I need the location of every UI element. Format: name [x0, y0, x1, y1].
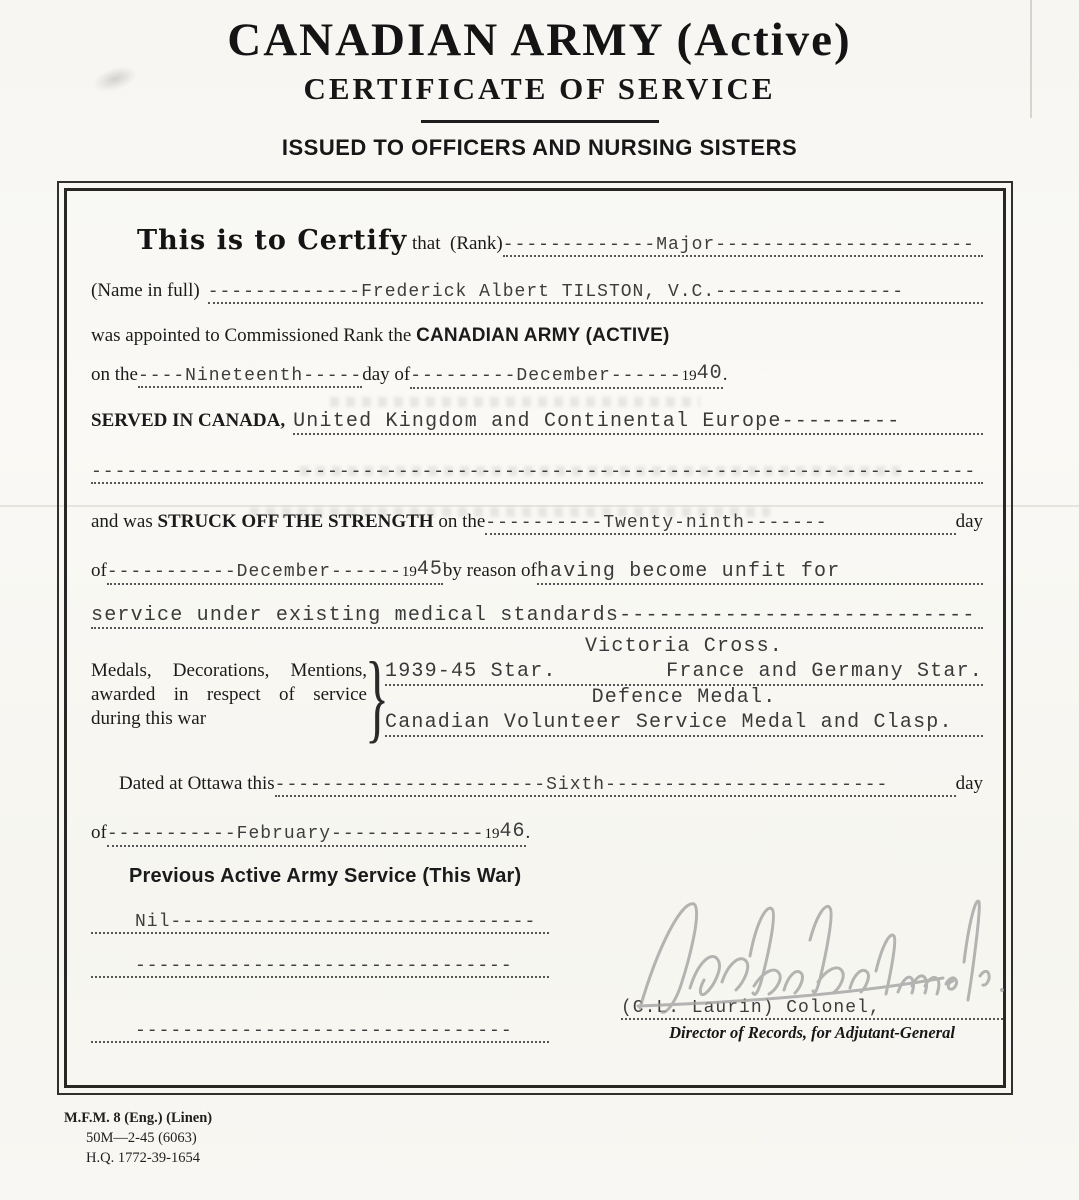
struck-date-row [91, 560, 983, 585]
dated-of-label: of [91, 822, 107, 843]
served-value: United Kingdom and Continental Europe--------- [293, 410, 901, 433]
period: . [525, 822, 531, 843]
rank-field [503, 235, 983, 257]
reason-field [537, 560, 983, 585]
document-header [0, 0, 1079, 161]
dated-row [119, 773, 983, 797]
rank-label: that (Rank) [407, 233, 503, 254]
form-hq-number: H.Q. 1772-39-1654 [86, 1150, 200, 1166]
previous-field-1 [91, 912, 549, 934]
medal-line-3: Defence Medal. [591, 686, 777, 709]
reason-continuation-field [91, 604, 983, 629]
medal-line-2 [385, 660, 983, 687]
dated-month-row [91, 822, 983, 847]
signatory-name: (C.L. Laurin) Colonel, [621, 998, 881, 1018]
struck-month-field: -----------December------1945 [107, 560, 443, 585]
dated-day-field: -----------------------Sixth------------------------ [275, 775, 956, 797]
certificate-body [64, 188, 1006, 1088]
issued-to-heading: ISSUED TO OFFICERS AND NURSING SISTERS [281, 135, 798, 161]
previous-value-1: Nil------------------------------- [135, 912, 537, 932]
signature-row [91, 998, 983, 1043]
appointed-year: 40 [696, 362, 723, 385]
previous-value-3: -------------------------------- [135, 1021, 513, 1041]
dated-year: 46 [499, 820, 526, 843]
served-label: SERVED IN CANADA, [91, 410, 286, 431]
previous-field-2 [91, 956, 549, 978]
medal-line-4: Canadian Volunteer Service Medal and Clasp. [385, 711, 983, 738]
served-continuation-row [91, 462, 983, 484]
struck-off-row [91, 511, 983, 535]
day-of-label: day of [362, 364, 411, 385]
year-prefix: 19 [484, 826, 500, 842]
previous-field-3 [91, 1021, 549, 1043]
name-label: (Name in full) [91, 280, 200, 301]
appointed-text: was appointed to Commissioned Rank the [91, 325, 417, 346]
struck-day-field: ----------Twenty-ninth------- [485, 513, 955, 535]
rank-value: -------------Major---------------------- [502, 235, 975, 255]
previous-service-line-2 [91, 956, 983, 978]
document-subtitle: CERTIFICATE OF SERVICE [303, 71, 776, 107]
struck-year: 45 [416, 558, 443, 581]
medals-label-line1: Medals, Decorations, Mentions, [91, 660, 367, 681]
struck-label: STRUCK OFF THE STRENGTH [157, 511, 434, 532]
appointed-date-row [91, 364, 983, 389]
served-field [293, 410, 983, 435]
previous-service-line-1 [91, 912, 983, 934]
form-identification [64, 1108, 212, 1168]
reason-continuation-row [91, 604, 983, 629]
dated-label: Dated at Ottawa this [119, 773, 275, 794]
signatory-title: Director of Records, for Adjutant-General [669, 1023, 955, 1042]
form-number: M.F.M. 8 (Eng.) (Linen) [64, 1110, 213, 1126]
dated-day-word: day [955, 773, 983, 794]
medals-label-line3: during this war [91, 708, 207, 729]
name-row [91, 280, 983, 304]
reason-line2: service under existing medical standards--------------------------- [91, 604, 976, 627]
struck-on-the: on the [433, 511, 486, 532]
rank-row [137, 225, 983, 257]
struck-of-label: of [91, 560, 107, 581]
name-value: -------------Frederick Albert TILSTON, V.C.---------------- [207, 282, 904, 302]
medal-line-1: Victoria Cross. [584, 635, 784, 658]
appointed-day-field: ----Nineteenth----- [137, 366, 363, 386]
by-reason-label: by reason of [442, 560, 537, 581]
form-print-run: 50M—2-45 (6063) [86, 1130, 197, 1146]
signatory-name-field [621, 998, 1003, 1020]
name-field [208, 282, 983, 304]
paper-edge [1030, 0, 1032, 118]
appointed-month-field: ---------December------1940 [410, 364, 722, 389]
and-was-label: and was [91, 511, 158, 532]
medals-values [385, 635, 983, 737]
served-row [91, 410, 983, 435]
medals-section [91, 635, 983, 752]
struck-day-word: day [955, 511, 983, 532]
medal-line-2-left: 1939-45 Star. [385, 659, 557, 683]
medals-label [91, 659, 367, 731]
appointed-row [91, 325, 983, 347]
on-the-label: on the [91, 364, 138, 385]
previous-value-2: -------------------------------- [135, 956, 513, 976]
brace-glyph: } [365, 641, 389, 752]
reason-line1: having become unfit for [536, 560, 841, 583]
previous-service-heading: Previous Active Army Service (This War) [129, 865, 522, 887]
appointed-army: CANADIAN ARMY (ACTIVE) [416, 325, 670, 346]
previous-service-heading-row [129, 865, 983, 888]
certificate-frame [57, 181, 1013, 1095]
document-title: CANADIAN ARMY (Active) [227, 14, 852, 66]
header-divider [421, 120, 659, 123]
dated-month-field: -----------February-------------1946 [107, 822, 526, 847]
certify-phrase: This is to Certify [137, 225, 408, 256]
served-continuation-field: --------------------------------------------------------------------------- [91, 462, 983, 484]
year-prefix: 19 [681, 368, 697, 384]
year-prefix: 19 [401, 564, 417, 580]
medals-label-line2: awarded in respect of service [91, 684, 367, 705]
signature-block [621, 998, 1003, 1043]
period: . [722, 364, 728, 385]
medal-line-2-right: France and Germany Star. [666, 659, 983, 683]
